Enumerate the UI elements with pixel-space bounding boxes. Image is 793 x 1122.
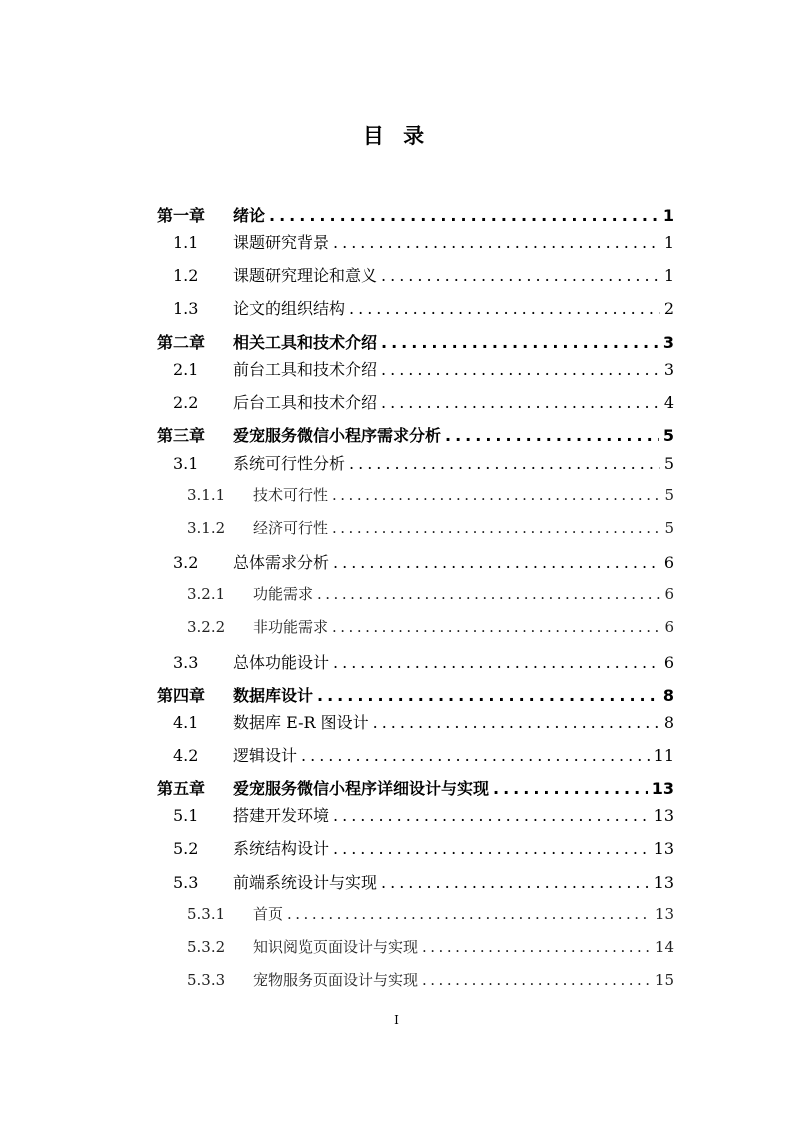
dot-leader [333, 553, 660, 572]
toc-entry-第四章[interactable] [157, 683, 674, 706]
toc-entry-page: 14 [654, 938, 674, 956]
toc-entry-title: 相关工具和技术介绍 [233, 333, 378, 352]
toc-entry-number: 5.1 [173, 806, 199, 825]
toc-entry-title: 技术可行性 [253, 486, 329, 504]
toc-entry-page: 5 [664, 486, 674, 504]
dot-leader [422, 938, 651, 956]
toc-entry-number: 第五章 [157, 779, 206, 798]
toc-entry-page: 13 [653, 839, 674, 858]
dot-leader [381, 333, 659, 352]
toc-entry-第五章[interactable] [157, 776, 674, 799]
toc-entry-title: 数据库设计 [233, 686, 314, 705]
toc-entry-page: 2 [663, 299, 674, 318]
dot-leader [287, 905, 651, 923]
toc-entry-title: 爱宠服务微信小程序详细设计与实现 [233, 779, 490, 798]
toc-entry-number: 5.3.2 [187, 938, 226, 956]
toc-entry-title: 非功能需求 [253, 618, 329, 636]
toc-entry-page: 11 [653, 746, 674, 765]
dot-leader [332, 519, 660, 537]
toc-entry-3-1-1[interactable] [187, 484, 674, 505]
dot-leader [332, 486, 660, 504]
dot-leader [381, 266, 660, 285]
toc-entry-3-3[interactable] [173, 650, 674, 673]
toc-entry-page: 3 [663, 360, 674, 379]
toc-entry-3-1-2[interactable] [187, 517, 674, 538]
toc-entry-page: 5 [662, 426, 674, 445]
toc-entry-1-2[interactable] [173, 263, 674, 286]
toc-entry-number: 5.3 [173, 873, 199, 892]
toc-entry-title: 论文的组织结构 [233, 299, 346, 318]
toc-entry-number: 3.3 [173, 653, 199, 672]
toc-entry-page: 6 [663, 653, 674, 672]
toc-entry-title: 系统结构设计 [233, 839, 330, 858]
dot-leader [301, 746, 650, 765]
toc-entry-title: 总体功能设计 [233, 653, 330, 672]
toc-entry-第二章[interactable] [157, 330, 674, 353]
toc-entry-title: 爱宠服务微信小程序需求分析 [233, 426, 442, 445]
toc-entry-title: 绪论 [233, 206, 266, 225]
dot-leader [269, 206, 659, 225]
toc-entry-title: 数据库 E-R 图设计 [233, 713, 369, 732]
toc-entry-page: 4 [663, 393, 674, 412]
toc-entry-4-1[interactable] [173, 710, 674, 733]
toc-entry-2-2[interactable] [173, 390, 674, 413]
toc-entry-page: 13 [653, 873, 674, 892]
toc-entry-title: 课题研究背景 [233, 233, 330, 252]
toc-entry-page: 3 [662, 333, 674, 352]
toc-entry-title: 首页 [253, 905, 284, 923]
toc-entry-number: 第三章 [157, 426, 206, 445]
toc-entry-5-2[interactable] [173, 836, 674, 859]
toc-entry-number: 第四章 [157, 686, 206, 705]
toc-entry-page: 6 [664, 618, 674, 636]
toc-entry-page: 15 [654, 971, 674, 989]
toc-entry-5-3[interactable] [173, 870, 674, 893]
dot-leader [381, 360, 660, 379]
toc-entry-第一章[interactable] [157, 203, 674, 226]
toc-entry-page: 8 [663, 713, 674, 732]
dot-leader [333, 233, 660, 252]
dot-leader [422, 971, 651, 989]
toc-entry-第三章[interactable] [157, 423, 674, 446]
toc-entry-page: 13 [654, 905, 674, 923]
toc-entry-page: 1 [663, 266, 674, 285]
toc-entry-page: 13 [653, 806, 674, 825]
toc-entry-title: 前台工具和技术介绍 [233, 360, 378, 379]
dot-leader [349, 299, 660, 318]
toc-entry-title: 经济可行性 [253, 519, 329, 537]
toc-entry-page: 6 [664, 585, 674, 603]
toc-entry-page: 6 [663, 553, 674, 572]
toc-entry-title: 逻辑设计 [233, 746, 298, 765]
toc-entry-number: 3.1.1 [187, 486, 226, 504]
dot-leader [333, 806, 650, 825]
toc-entry-page: 1 [662, 206, 674, 225]
toc-entry-4-2[interactable] [173, 743, 674, 766]
dot-leader [493, 779, 648, 798]
toc-entry-number: 4.1 [173, 713, 199, 732]
toc-entry-number: 3.2.1 [187, 585, 226, 603]
toc-entry-title: 课题研究理论和意义 [233, 266, 378, 285]
toc-entry-5-3-3[interactable] [187, 969, 674, 990]
dot-leader [333, 653, 660, 672]
dot-leader [349, 454, 660, 473]
toc-entry-title: 后台工具和技术介绍 [233, 393, 378, 412]
toc-entry-3-2-2[interactable] [187, 616, 674, 637]
toc-entry-number: 2.1 [173, 360, 199, 379]
toc-entry-title: 宠物服务页面设计与实现 [253, 971, 419, 989]
toc-entry-number: 2.2 [173, 393, 199, 412]
toc-entry-number: 3.2 [173, 553, 199, 572]
toc-entry-5-3-1[interactable] [187, 903, 674, 924]
toc-entry-number: 3.1.2 [187, 519, 226, 537]
toc-entry-page: 1 [663, 233, 674, 252]
toc-entry-title: 知识阅览页面设计与实现 [253, 938, 419, 956]
toc-entry-3-1[interactable] [173, 451, 674, 474]
toc-entry-number: 1.3 [173, 299, 199, 318]
dot-leader [381, 393, 660, 412]
toc-entry-title: 前端系统设计与实现 [233, 873, 378, 892]
dot-leader [445, 426, 659, 445]
toc-entry-page: 8 [662, 686, 674, 705]
toc-entry-title: 系统可行性分析 [233, 454, 346, 473]
dot-leader [332, 618, 660, 636]
toc-entry-number: 4.2 [173, 746, 199, 765]
toc-entry-number: 第一章 [157, 206, 206, 225]
toc-entry-page: 5 [664, 519, 674, 537]
toc-entry-title: 总体需求分析 [233, 553, 330, 572]
toc-entry-number: 1.2 [173, 266, 199, 285]
toc-entry-page: 5 [663, 454, 674, 473]
dot-leader [317, 686, 659, 705]
dot-leader [333, 839, 650, 858]
toc-entry-page: 13 [651, 779, 674, 798]
toc-entry-number: 第二章 [157, 333, 206, 352]
toc-entry-3-2-1[interactable] [187, 583, 674, 604]
toc-entry-3-2[interactable] [173, 550, 674, 573]
dot-leader [317, 585, 660, 603]
toc-entry-5-1[interactable] [173, 803, 674, 826]
toc-entry-5-3-2[interactable] [187, 936, 674, 957]
toc-entry-number: 3.1 [173, 454, 199, 473]
footer-page-number: I [394, 1013, 399, 1027]
toc-entry-1-3[interactable] [173, 296, 674, 319]
toc-entry-title: 搭建开发环境 [233, 806, 330, 825]
toc-entry-number: 5.2 [173, 839, 199, 858]
dot-leader [381, 873, 650, 892]
toc-entry-title: 功能需求 [253, 585, 314, 603]
toc-entry-2-1[interactable] [173, 357, 674, 380]
toc-entry-number: 1.1 [173, 233, 199, 252]
toc-entry-1-1[interactable] [173, 230, 674, 253]
toc-entry-number: 5.3.1 [187, 905, 226, 923]
toc-entry-number: 5.3.3 [187, 971, 226, 989]
page-title: 目 录 [362, 124, 431, 148]
toc-entry-number: 3.2.2 [187, 618, 226, 636]
dot-leader [373, 713, 660, 732]
